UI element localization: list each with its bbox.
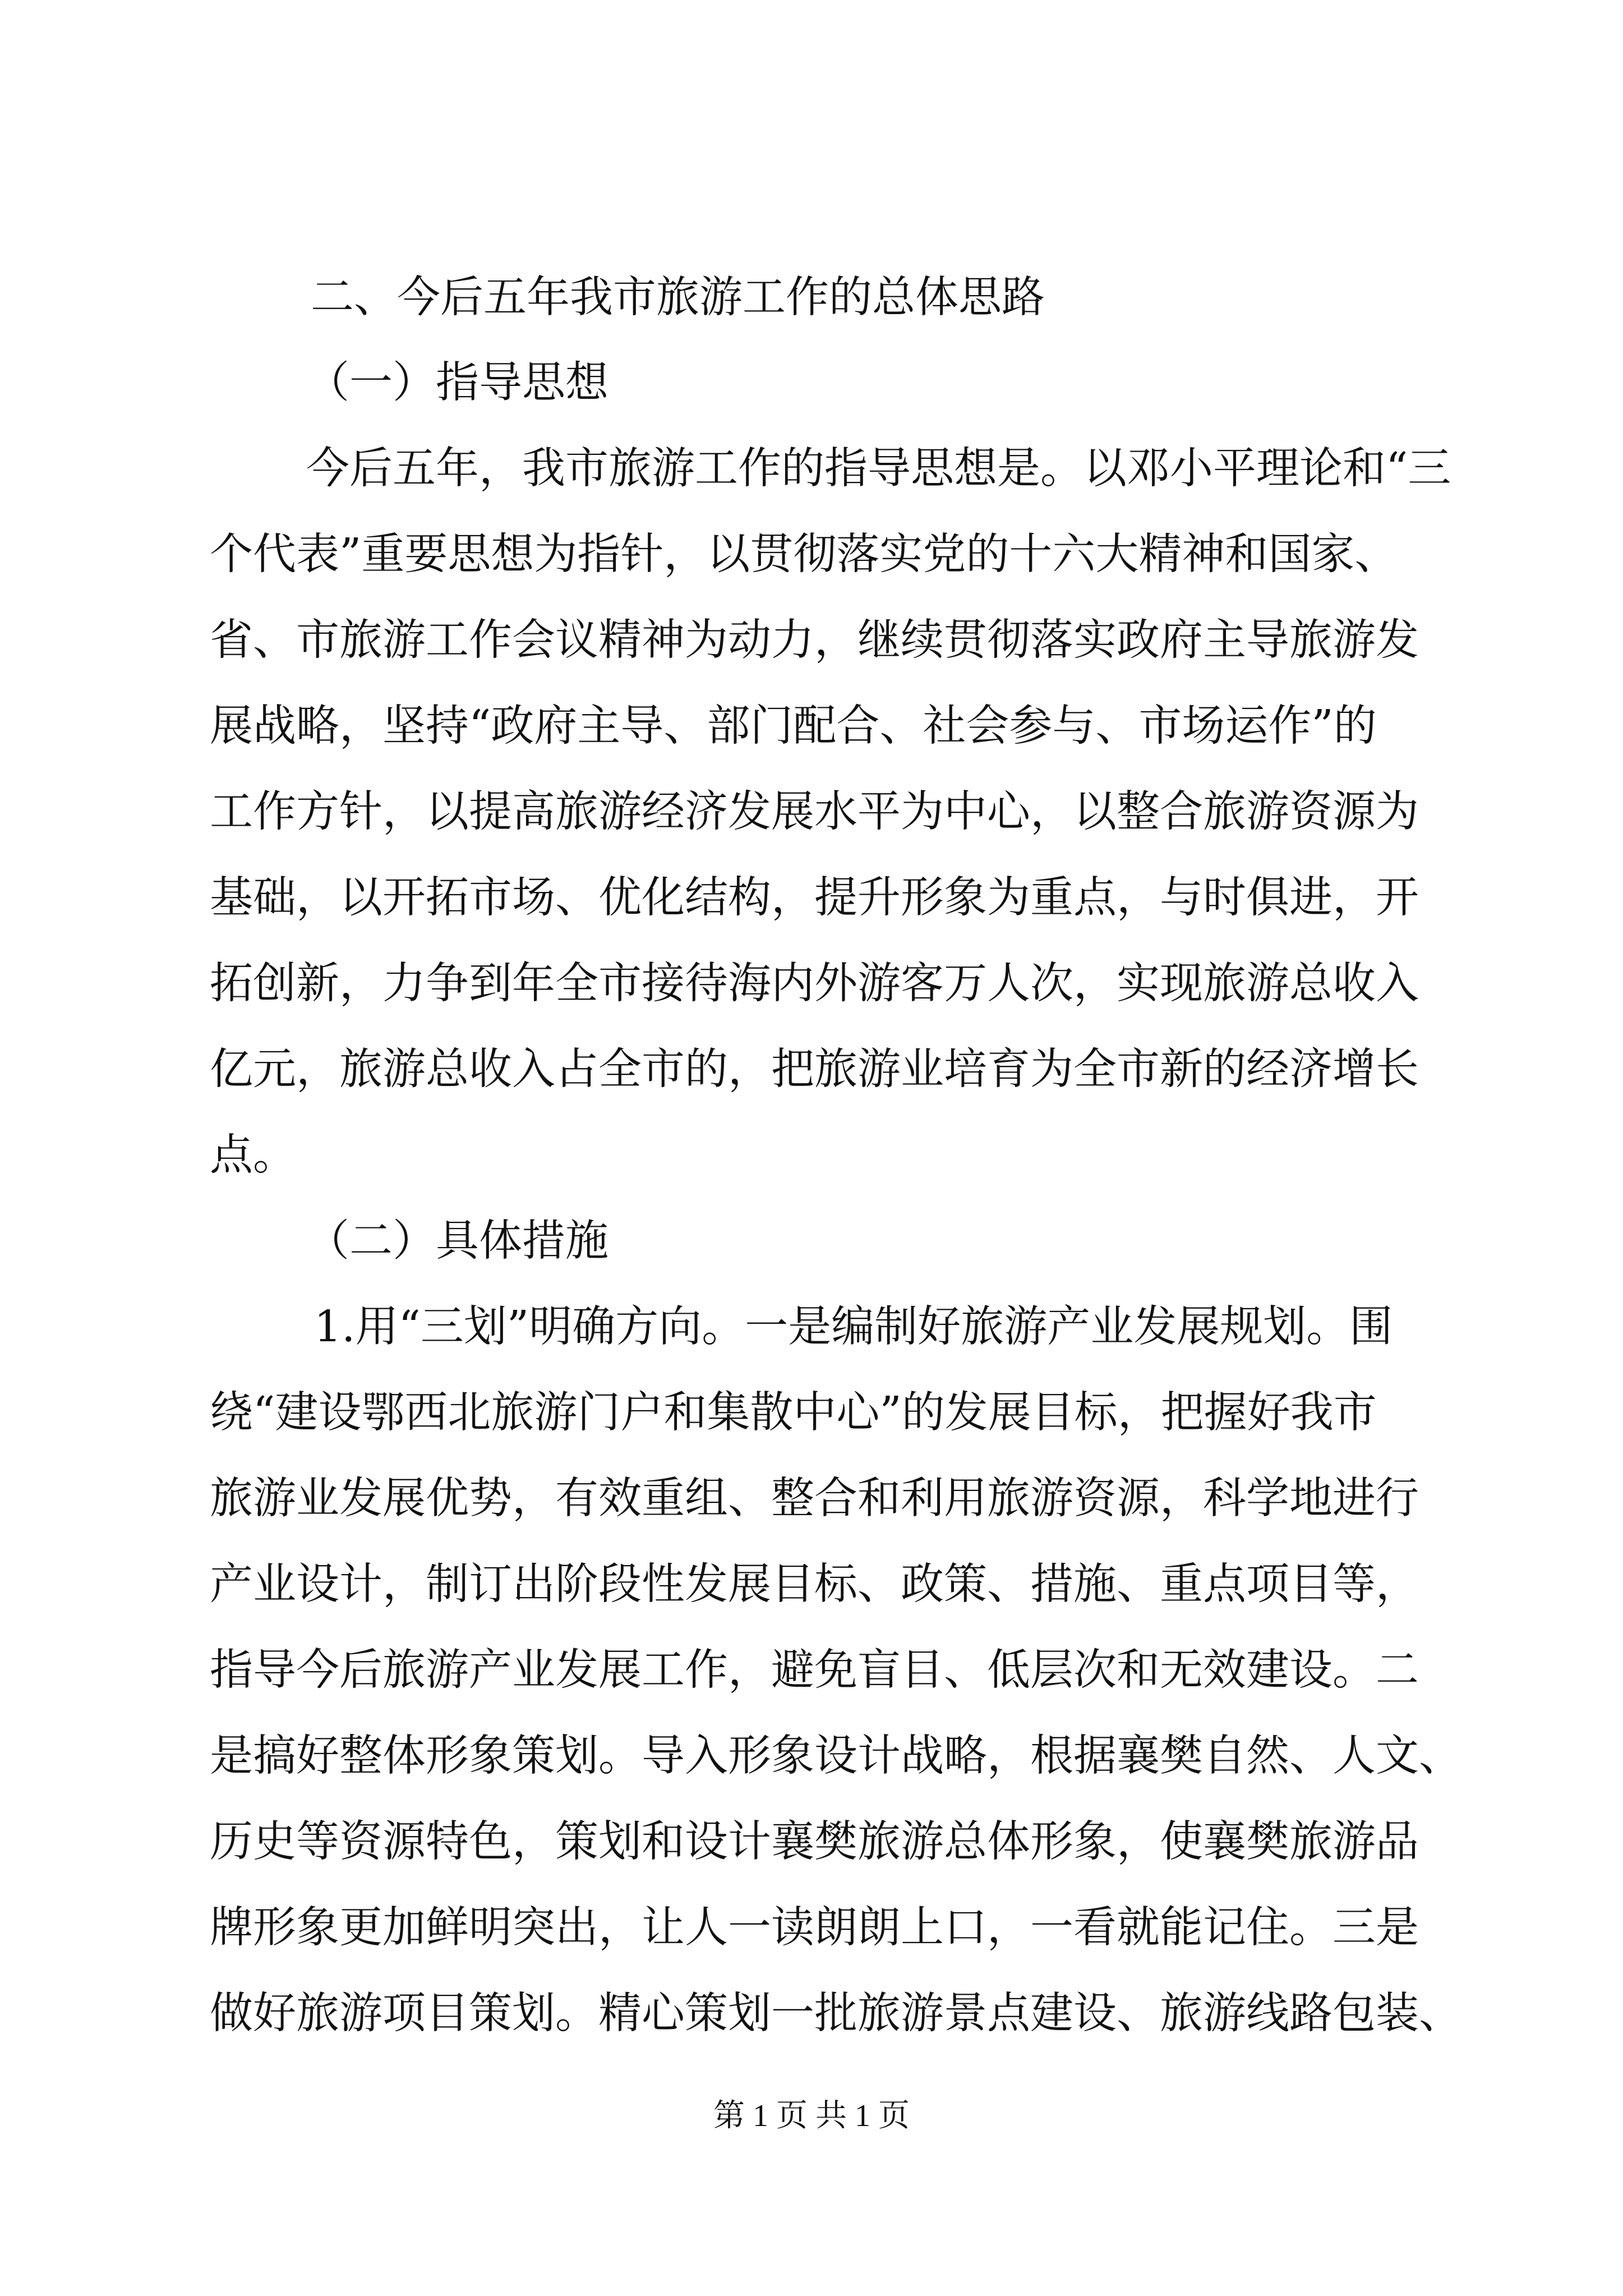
paragraph-line: 指导今后旅游产业发展工作，避免盲目、低层次和无效建设。二 [210,1645,1419,1695]
page-footer: 第 1 页 共 1 页 [713,2099,910,2133]
paragraph-line: 牌形象更加鲜明突出，让人一读朗朗上口，一看就能记住。三是 [210,1903,1419,1953]
paragraph-line: 省、市旅游工作会议精神为动力，继续贯彻落实政府主导旅游发 [210,615,1419,665]
section-heading: 二、今后五年我市旅游工作的总体思路 [311,273,1045,323]
paragraph-line: 点。 [210,1130,296,1180]
paragraph-line: 历史等资源特色，策划和设计襄樊旅游总体形象，使襄樊旅游品 [210,1817,1419,1867]
paragraph-line: 是搞好整体形象策划。导入形象设计战略，根据襄樊自然、人文、 [210,1731,1462,1781]
paragraph-line: 旅游业发展优势，有效重组、整合和利用旅游资源，科学地进行 [210,1474,1419,1524]
paragraph-line: 绕“建设鄂西北旅游门户和集散中心”的发展目标，把握好我市 [210,1388,1377,1438]
paragraph-line: 亿元，旅游总收入占全市的，把旅游业培育为全市新的经济增长 [210,1045,1419,1094]
paragraph-line: 今后五年，我市旅游工作的指导思想是。以邓小平理论和“三 [306,444,1451,494]
sub-heading-guiding-thought: （一）指导思想 [306,358,608,408]
paragraph-line: 产业设计，制订出阶段性发展目标、政策、措施、重点项目等， [210,1559,1419,1609]
paragraph-line: 个代表”重要思想为指针，以贯彻落实党的十六大精神和国家、 [210,530,1398,579]
sub-heading-measures: （二）具体措施 [306,1216,608,1266]
paragraph-line: 做好旅游项目策划。精心策划一批旅游景点建设、旅游线路包装、 [210,1989,1462,2039]
paragraph-line: 展战略，坚持“政府主导、部门配合、社会参与、市场运作”的 [210,701,1377,751]
paragraph-line: 1.用“三划”明确方向。一是编制好旅游产业发展规划。围 [314,1302,1393,1352]
paragraph-line: 工作方针，以提高旅游经济发展水平为中心，以整合旅游资源为 [210,787,1419,837]
paragraph-line: 拓创新，力争到年全市接待海内外游客万人次，实现旅游总收入 [210,959,1419,1009]
paragraph-line: 基础，以开拓市场、优化结构，提升形象为重点，与时俱进，开 [210,873,1419,923]
